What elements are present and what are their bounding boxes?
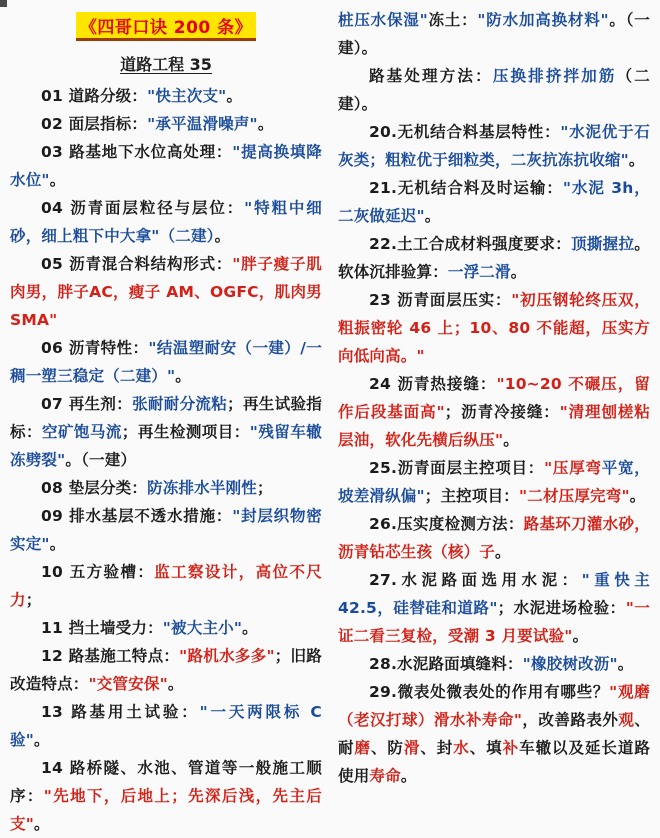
text-segment: 。 [617,655,634,673]
text-segment: 。 [510,263,527,281]
text-segment: 张耐耐分流粘 [132,395,228,413]
text-segment: "提高换填降水位" [10,143,322,189]
title-row [10,6,322,52]
text-segment: 25.沥青面层主控项目： [369,459,545,477]
text-segment: 顶撕握拉 [571,235,635,253]
text-segment: 。 [628,151,645,169]
text-segment: ；再生检测项目： [121,423,250,441]
text-segment: 02 面层指标： [41,115,148,133]
text-segment: 。 [503,431,519,449]
text-segment: ； [25,591,42,609]
left-notes-list [10,82,322,838]
text-segment: 路基环刀灌水砂，沥青钻芯生孩（核）子 [338,515,650,561]
note-paragraph [338,566,650,650]
text-segment: 寿命 [369,767,401,785]
text-segment: 补 [502,739,520,757]
text-segment: 。 [49,171,66,189]
text-segment: "承平温滑噪声" [147,115,258,133]
text-segment: 。 [175,367,191,385]
text-segment: 。 [400,767,417,785]
note-paragraph [10,754,322,838]
note-paragraph [338,678,650,790]
left-column [0,0,330,833]
text-segment: 07 再生剂： [41,395,133,413]
text-segment: 09 排水基层不透水措施： [41,507,233,525]
text-segment: 、填 [469,739,503,757]
text-segment: "观磨（老汉打球）滑水补寿命" [338,683,650,729]
note-paragraph [338,650,650,678]
text-segment: 04 沥青面层粒径与层位： [41,199,245,217]
text-segment: 。 [226,87,243,105]
text-segment: 、封 [420,739,454,757]
text-segment: 。 [242,619,258,637]
text-segment: 压换排挤拌加筋 [492,67,617,85]
text-segment: 14 路桥隧、水池、管道等一般施工顺序： [10,759,322,805]
note-paragraph [10,110,322,138]
text-segment: "二材压厚完弯" [518,487,630,505]
text-segment: 28.水泥路面填缝料： [369,655,523,673]
note-paragraph [338,174,650,230]
text-segment: 空矿饱马流 [41,423,122,441]
text-segment: 。 [167,675,184,693]
text-segment: 冻土： [427,11,478,29]
text-segment: 防冻排水半刚性 [147,479,257,497]
text-segment: ；旧路改造特点： [10,647,322,693]
text-segment: "防水加高换材料" [477,11,609,29]
text-segment: 磨 [354,739,371,757]
text-segment: 26.压实度检测方法： [369,515,524,533]
text-segment: "特粗中细砂，细上粗下中大拿"（二建） [10,199,322,245]
text-segment: 。 [214,227,231,245]
text-segment: （二建）。 [338,67,651,113]
right-notes-list [338,6,650,790]
text-segment: 一浮二滑 [447,263,511,281]
text-segment: ；主控项目： [424,487,519,505]
note-paragraph [10,614,322,642]
text-segment: ；沥青冷接缝： [444,403,560,421]
note-paragraph [10,474,322,502]
note-paragraph [10,82,322,110]
text-segment: "一天两限标 C 验" [10,703,322,749]
right-column [330,0,660,785]
text-segment: 水 [453,739,470,757]
note-paragraph [338,510,650,566]
text-segment: 。 [424,207,441,225]
text-segment: "快主次支" [147,87,227,105]
note-paragraph [10,194,322,250]
text-segment: "清理刨槎粘层油，软化先横后纵压" [338,403,650,449]
text-segment: "结温塑耐安（一建）/一稠一塑三稳定（二建）" [10,339,322,385]
text-segment: 。 [49,535,66,553]
text-segment: "路机水多多" [179,647,275,665]
text-segment: 12 路基施工特点： [41,647,180,665]
text-segment: "初压钢轮终压双，粗振密轮 46 上；10、80 不能超，压实方向低向高。" [338,291,650,365]
text-segment: "先地下，后地上；先深后浅，先主后支" [10,787,322,833]
text-segment: "胖子瘦子肌肉男，胖子AC，瘦子 AM、OGFC，肌肉男 SMA" [10,255,322,329]
text-segment: "水泥优于石灰类；粗粒优于细粒类，二灰抗冻抗收缩" [338,123,650,169]
text-segment: 、耐 [338,711,651,757]
note-paragraph [338,62,650,118]
text-segment: 滑 [403,739,421,757]
note-paragraph [10,138,322,194]
text-segment: 06 沥青特性： [41,339,149,357]
text-segment: 20.无机结合料基层特性： [369,123,561,141]
text-segment: 23 沥青面层压实： [369,291,512,309]
note-paragraph [338,454,650,510]
text-segment: 。 [33,815,50,833]
section-title: 道路工程 35 [120,55,212,74]
scan-corner-artifact [0,0,7,7]
text-segment: 05 沥青混合料结构形式： [41,255,233,273]
note-paragraph [10,250,322,334]
text-segment: 13 路基用土试验： [41,703,200,721]
text-segment: "交管安保" [88,675,168,693]
text-segment: "重快主 42.5，硅替硅和道路" [338,571,650,617]
text-segment: 24 沥青热接缝： [369,375,497,393]
text-segment: 27.水泥路面选用水泥： [369,571,582,589]
note-paragraph [10,642,322,698]
text-segment: 监工察设计，高位不尺力 [10,563,322,609]
text-segment: 01 道路分级： [41,87,148,105]
text-segment: "一证二看三复检，受潮 3 月要试验" [338,599,650,645]
page-title: 《四哥口诀 200 条》 [76,12,256,41]
text-segment: 。 [33,731,50,749]
subtitle-row [10,52,322,82]
text-segment: 。 [257,115,274,133]
text-segment: 。 [495,543,511,561]
text-segment: "残留车辙冻劈裂" [10,423,322,469]
text-segment: "封层织物密实定" [10,507,322,553]
note-paragraph [10,558,322,614]
text-segment: 03 路基地下水位高处理： [41,143,233,161]
note-paragraph [338,6,650,62]
text-segment: 、防 [370,739,404,757]
text-segment: "水泥 3h，二灰做延迟" [338,179,650,225]
text-segment: 。 [572,627,589,645]
text-segment: 。（一建）。 [338,11,650,57]
text-segment: 路基处理方法： [369,67,493,85]
text-segment: "被大主小" [162,619,243,637]
note-paragraph [10,502,322,558]
text-segment: 29.微表处微表处的作用有哪些？ [369,683,610,701]
note-paragraph [338,230,650,286]
text-segment: 08 垫层分类： [41,479,148,497]
text-segment: 车辙以及延长道路使用 [338,739,651,785]
text-segment: "橡胶树改沥" [522,655,618,673]
note-paragraph [10,698,322,754]
text-segment: 桩压水保湿" [338,11,428,29]
text-segment: 。软体沉排验算： [338,235,650,281]
text-segment: 。 [629,487,646,505]
note-paragraph [10,390,322,474]
note-paragraph [338,286,650,370]
text-segment: ；水泥进场检验： [497,599,626,617]
note-paragraph [338,370,650,454]
note-paragraph [10,334,322,390]
text-segment: 22.土工合成材料强度要求： [369,235,572,253]
text-segment: 观 [618,711,635,729]
text-segment: 10 五方验槽： [41,563,155,581]
text-segment: 。（一建） [65,451,137,469]
text-segment: ，改善路表外 [522,711,619,729]
text-segment: ； [256,479,273,497]
text-segment: 11 挡土墙受力： [41,619,163,637]
text-segment: "压厚弯 [544,459,602,477]
text-segment: ；再生试验指标： [10,395,323,441]
text-segment: 21.无机结合料及时运输： [369,179,563,197]
text-segment: "10~20 不碾压，留作后段基面高" [338,375,650,421]
note-paragraph [338,118,650,174]
text-segment: 平宽，坡差滑纵偏" [338,459,650,505]
